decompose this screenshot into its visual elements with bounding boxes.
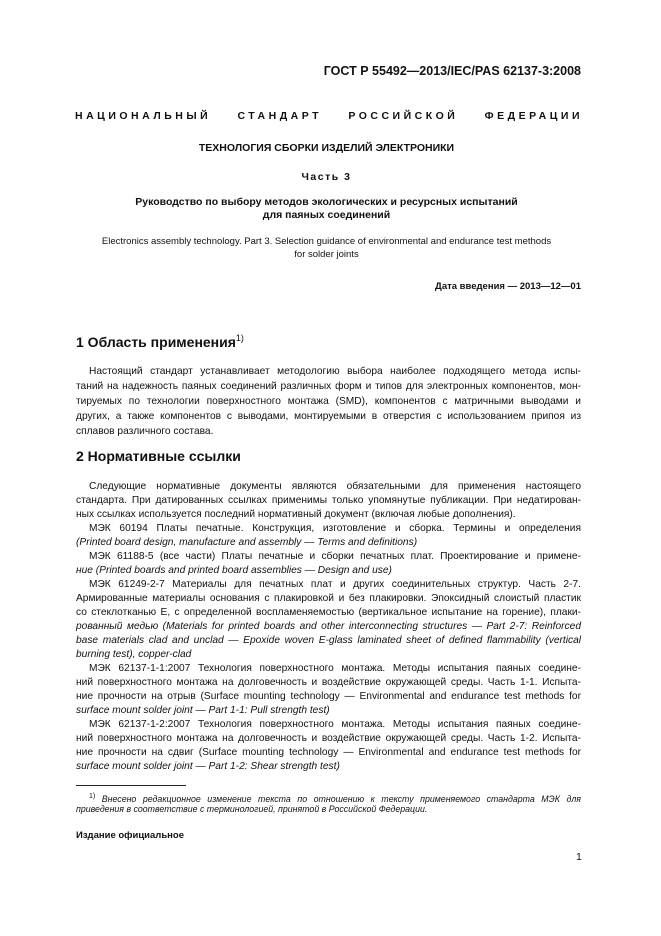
footnote-divider [76, 785, 186, 786]
edition-label: Издание официальное [76, 830, 184, 841]
section-2-line: Армированные материалы основания с плакировкой и без плакировки. Эпоксидный слоистый пластик [76, 593, 581, 604]
english-title-line-2: for solder joints [294, 249, 359, 260]
section-2-heading: 2 Нормативные ссылки [76, 448, 241, 464]
section-2-line: base materials clad and unclad — Epoxide woven E-glass laminated sheet of defined flammability (vertical [76, 635, 581, 646]
section-1-line: таний на надежность паяных соединений различных форм и типов для электронных компонентов, мон- [76, 381, 581, 392]
subtitle-line-1: Руководство по выбору методов экологических и ресурсных испытаний [135, 196, 518, 208]
section-2-line: рованный медью (Materials for printed boards and other interconnecting structures — Part 2-7: Reinforced [76, 621, 581, 632]
document-title: ТЕХНОЛОГИЯ СБОРКИ ИЗДЕЛИЙ ЭЛЕКТРОНИКИ [198, 142, 455, 154]
footnote-mark: 1) [89, 793, 96, 800]
reference-iec-60194: МЭК 60194 Платы печатные. Конструкция, изготовление и сборка. Термины и определения [89, 523, 581, 534]
national-standard-banner: НАЦИОНАЛЬНЫЙ СТАНДАРТ РОССИЙСКОЙ ФЕДЕРАЦИИ [75, 110, 583, 122]
section-2-line: surface mount solder joint — Part 1-1: Pull strength test) [76, 705, 330, 716]
reference-iec-62137-1-2: МЭК 62137-1-2:2007 Технология поверхностного монтажа. Методы испытания паяных соедине- [89, 719, 581, 730]
reference-iec-62137-1-1: МЭК 62137-1-1:2007 Технология поверхностного монтажа. Методы испытания паяных соедине- [89, 663, 581, 674]
introduction-date: Дата введения — 2013—12—01 [435, 281, 581, 292]
subtitle-line-2: для паяных соединений [262, 209, 391, 221]
section-1-line: тируемых по технологии поверхностного монтажа (SMD), компонентов с матричными выводами и [76, 396, 581, 407]
part-label: Часть 3 [301, 171, 352, 183]
reference-iec-61249-2-7: МЭК 61249-2-7 Материалы для печатных плат и других соединительных структур. Часть 2-7. [89, 579, 581, 590]
section-2-line: ний поверхностного монтажа на долговечность и воздействие окружающей среды. Часть 1-2. Испыта- [76, 733, 581, 744]
section-2-line: surface mount solder joint — Part 1-2: Shear strength test) [76, 761, 340, 772]
english-title-line-1: Electronics assembly technology. Part 3. Selection guidance of environmental and endurance test methods [101, 236, 552, 247]
page-number: 1 [576, 851, 582, 863]
section-2-line: стандарта. При датированных ссылках применимы только упомянутые публикации. При недатирован- [76, 495, 581, 506]
footnote-text-1: Внесено редакционное изменение текста по отношению к тексту применяемого стандарта МЭК для [101, 793, 581, 804]
section-2-line: burning test), copper-clad [76, 649, 192, 660]
section-2-line: со стеклотканью Е, с определенной воспламеняемостью (вертикальное испытание на горение), плаки- [76, 607, 581, 618]
section-2-line: ние прочности на отрыв (Surface mounting technology — Environmental and endurance test methods for [76, 691, 581, 702]
section-2-line: Следующие нормативные документы являются обязательными для применения настоящего [89, 481, 581, 492]
section-2-line: ных ссылках используется последний нормативный документ (включая любые дополнения). [76, 509, 516, 520]
document-code: ГОСТ Р 55492—2013/IEC/PAS 62137-3:2008 [323, 64, 581, 78]
section-1-line: сплавов различного состава. [76, 426, 214, 437]
reference-iec-61188-5: МЭК 61188-5 (все части) Платы печатные и сборки печатных плат. Проектирование и примене- [89, 551, 581, 562]
section-1-line: других, а также компонентов с выводами, монтируемыми в отверстия с использованием припоя из [76, 411, 581, 422]
section-1-heading-text: 1 Область применения [76, 334, 236, 350]
footnote-reference: 1) [235, 333, 244, 343]
section-2-line: ние прочности на сдвиг (Surface mounting technology — Environmental and endurance test methods for [76, 747, 581, 758]
section-1-heading [76, 333, 244, 350]
footnote-line-2: приведения в соответствие с терминологией, принятой в Российской Федерации. [76, 804, 428, 814]
reference-iec-60194-en: (Printed board design, manufacture and assembly — Terms and definitions) [76, 537, 418, 548]
section-2-line: ний поверхностного монтажа на долговечность и воздействие окружающей среды. Часть 1-1. Испыта- [76, 677, 581, 688]
reference-iec-61188-5-en: ние (Printed boards and printed board assemblies — Design and use) [76, 565, 392, 576]
section-1-line: Настоящий стандарт устанавливает методологию выбора наиболее подходящего метода испы- [89, 366, 581, 377]
